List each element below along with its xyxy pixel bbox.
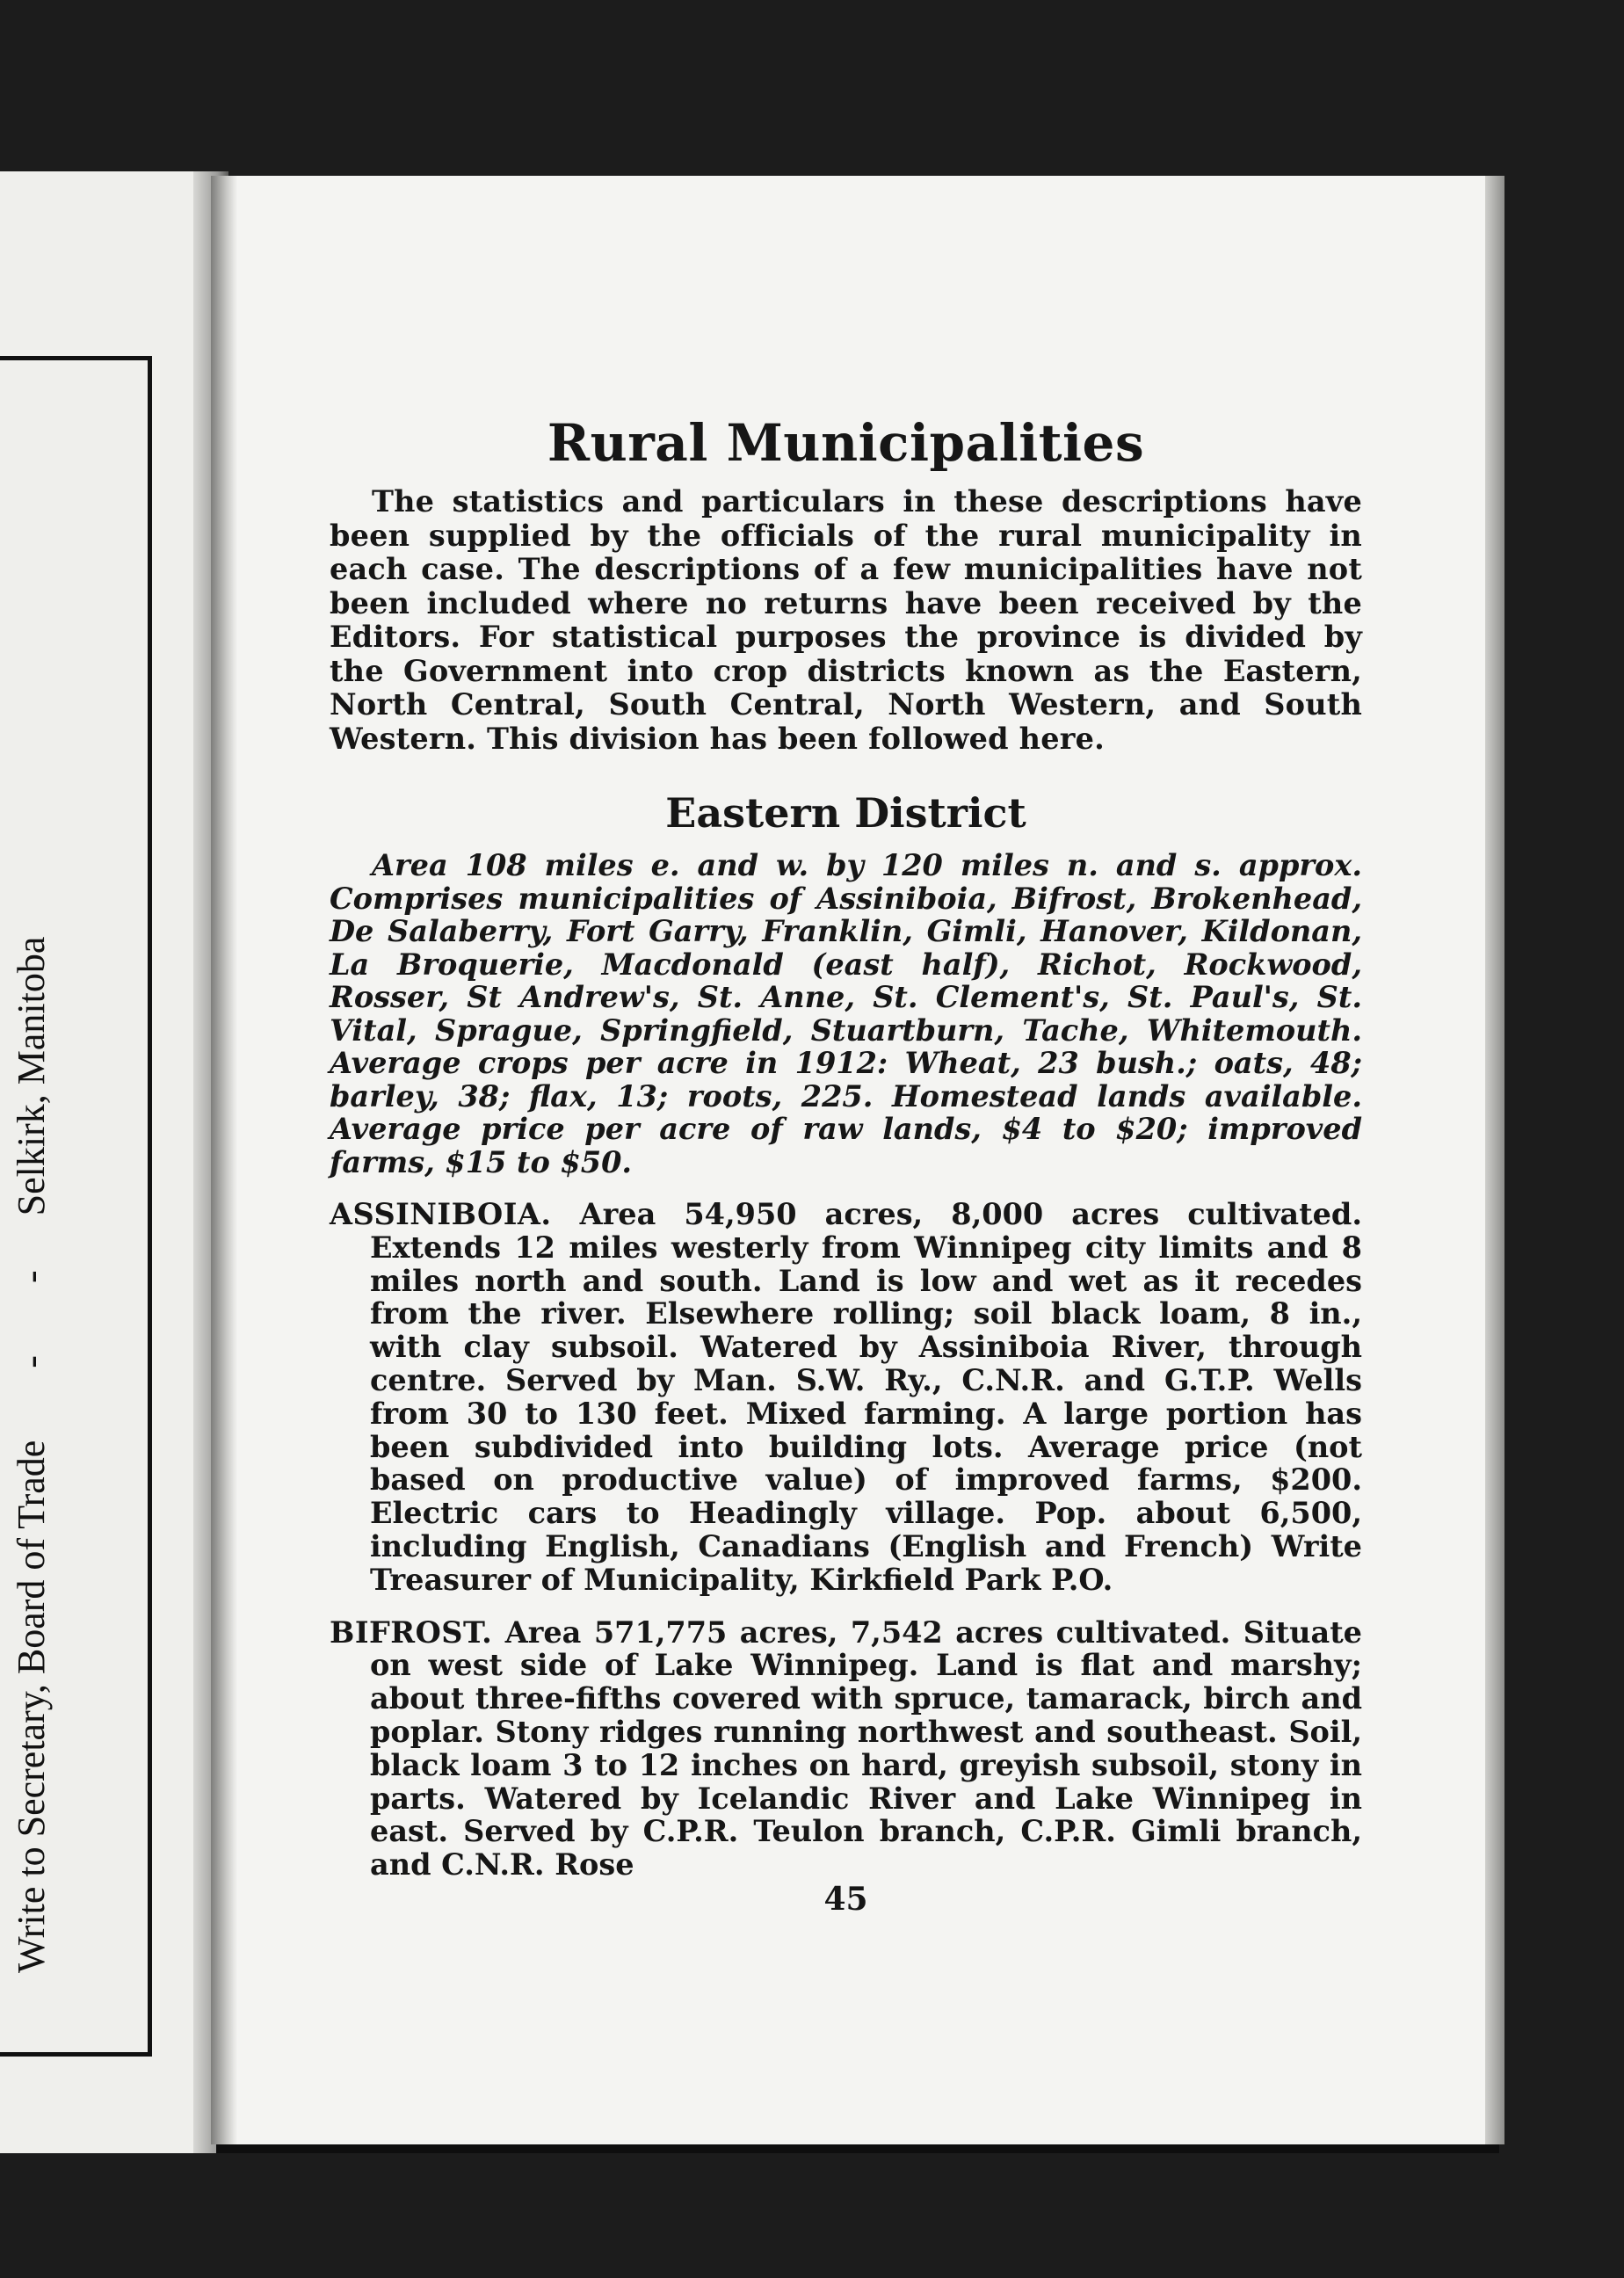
entry-name: ASSINIBOIA. bbox=[330, 1197, 552, 1231]
page-number: 45 bbox=[823, 1881, 868, 1918]
left-page bbox=[0, 171, 228, 2153]
page-edge bbox=[1485, 176, 1504, 2144]
district-heading: Eastern District bbox=[665, 789, 1026, 837]
left-page-selkirk-text: Selkirk, Manitoba bbox=[10, 936, 53, 1216]
entry-name: BIFROST. bbox=[330, 1614, 493, 1650]
left-page-text-write-to bbox=[9, 937, 54, 1973]
page-number-container bbox=[330, 1881, 1362, 1918]
entry-text: Area 571,775 acres, 7,542 acres cultivated. Situate on west side of Lake Winnipeg. Land is flat and marshy; about three-fifths covered with spruce, tamarack, birch and poplar. Stony ridges running northwest and southeast. Soil, black loam 3 to 12 inches on hard, greyish subsoil, stony in parts. Watered by Icelandic River and Lake Winnipeg in east. Served by C.P.R. Teulon branch, C.P.R. Gimli branch, and C.N.R. Rose bbox=[370, 1614, 1362, 1883]
intro-paragraph: The statistics and particulars in these descriptions have been supplied by the officials of the rural municipality in each case. The descriptions of a few municipalities have not been included where no returns have been received by the Editors. For statistical purposes the province is divided by the Government into crop districts known as the Eastern, North Central, South Central, North Western, and South Western. This division has been followed here. bbox=[330, 484, 1362, 756]
district-description: Area 108 miles e. and w. by 120 miles n. and s. approx. Comprises municipalities of Assiniboia, Bifrost, Brokenhead, De Salaberry, Fort Garry, Franklin, Gimli, Hanover, Kildonan, La Broquerie, Macdonald (east half), Richot, Rockwood, Rosser, St Andrew's, St. Anne, St. Clement's, St. Paul's, St. Vital, Sprague, Springfield, Stuartburn, Tache, Whitemouth. Average crops per acre in 1912: Wheat, 23 bush.; oats, 48; barley, 38; flax, 13; roots, 225. Homestead lands available. Average price per acre of raw lands, $4 to $20; improved farms, $15 to $50. bbox=[330, 848, 1362, 1179]
entry-assiniboia bbox=[330, 1198, 1362, 1597]
entry-text: Area 54,950 acres, 8,000 acres cultivated. Extends 12 miles westerly from Winnipeg city limits and 8 miles north and south. Land is low and wet as it recedes from the river. Elsewhere rolling; soil black loam, 8 in., with clay subsoil. Watered by Assiniboia River, through centre. Served by Man. S.W. Ry., C.N.R. and G.T.P. Wells from 30 to 130 feet. Mixed farming. A large portion has been subdivided into building lots. Average price (not based on productive value) of improved farms, $200. Electric cars to Headingly village. Pop. about 6,500, including English, Canadians (English and French) Write Treasurer of Municipality, Kirkfield Park P.O. bbox=[370, 1197, 1362, 1597]
left-page-dash: - bbox=[10, 1355, 53, 1368]
page-title: Rural Municipalities bbox=[547, 413, 1145, 473]
page-inner-shadow bbox=[211, 176, 237, 2144]
page-content bbox=[330, 413, 1362, 1882]
left-page-dash: - bbox=[10, 1270, 53, 1284]
entry-bifrost bbox=[330, 1616, 1362, 1882]
left-page-secretary-text: Write to Secretary, Board of Trade bbox=[10, 1440, 53, 1973]
